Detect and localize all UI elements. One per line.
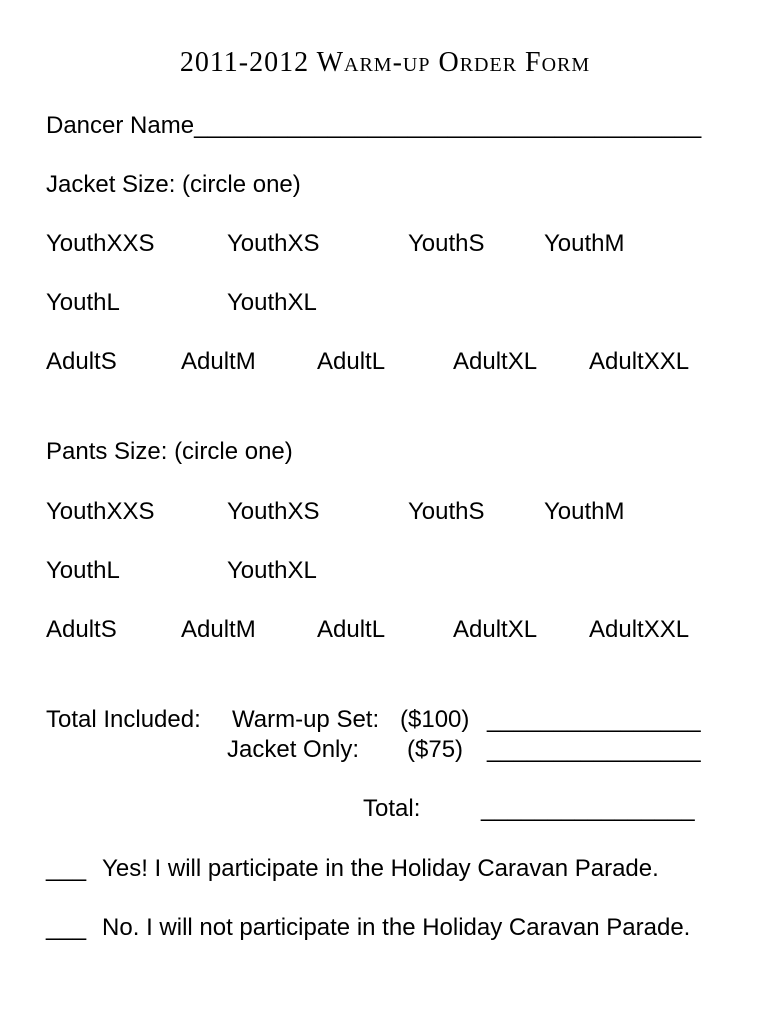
jacket-only-blank[interactable]: ________________ xyxy=(487,736,701,763)
pants-option[interactable]: AdultL xyxy=(317,616,386,643)
jacket-option[interactable]: AdultXL xyxy=(453,348,538,375)
jacket-option[interactable]: AdultM xyxy=(181,348,256,375)
warmup-set-label: Warm-up Set: xyxy=(232,706,380,733)
total-included-label: Total Included: xyxy=(46,706,201,733)
parade-no-blank[interactable]: ___ xyxy=(46,914,87,941)
jacket-option[interactable]: YouthXXS xyxy=(46,230,155,257)
jacket-size-heading: Jacket Size: (circle one) xyxy=(46,171,301,198)
jacket-option[interactable]: AdultS xyxy=(46,348,117,375)
pants-option[interactable]: YouthXL xyxy=(227,557,317,584)
pants-option[interactable]: YouthM xyxy=(544,498,625,525)
jacket-adult-row xyxy=(0,350,770,380)
pants-option[interactable]: AdultS xyxy=(46,616,117,643)
dancer-name-blank[interactable]: ______________________________________ xyxy=(194,112,702,139)
pants-option[interactable]: YouthXS xyxy=(227,498,320,525)
pants-option[interactable]: YouthL xyxy=(46,557,120,584)
pants-youth-row-2 xyxy=(0,559,770,589)
parade-yes-blank[interactable]: ___ xyxy=(46,855,87,882)
jacket-option[interactable]: AdultXXL xyxy=(589,348,690,375)
jacket-only-label: Jacket Only: xyxy=(227,736,360,763)
pants-option[interactable]: AdultM xyxy=(181,616,256,643)
dancer-name-label: Dancer Name xyxy=(46,112,195,139)
pants-size-heading: Pants Size: (circle one) xyxy=(46,438,293,465)
pants-option[interactable]: AdultXXL xyxy=(589,616,690,643)
form-title: 2011-2012 Warm-up Order Form xyxy=(179,47,591,78)
jacket-option[interactable]: AdultL xyxy=(317,348,386,375)
total-label: Total: xyxy=(363,795,421,822)
jacket-option[interactable]: YouthM xyxy=(544,230,625,257)
parade-yes-text: Yes! I will participate in the Holiday Caravan Parade. xyxy=(102,855,659,882)
warmup-set-blank[interactable]: ________________ xyxy=(487,706,701,733)
dancer-name-field[interactable] xyxy=(46,114,701,138)
parade-no-line xyxy=(46,916,690,940)
pants-youth-row-1 xyxy=(0,500,770,530)
parade-yes-line xyxy=(46,857,659,881)
jacket-youth-row-1 xyxy=(0,232,770,262)
jacket-only-price: ($75) xyxy=(407,736,464,763)
pants-option[interactable]: YouthXXS xyxy=(46,498,155,525)
jacket-youth-row-2 xyxy=(0,291,770,321)
pants-option[interactable]: YouthS xyxy=(408,498,485,525)
pants-option[interactable]: AdultXL xyxy=(453,616,538,643)
pants-adult-row xyxy=(0,618,770,648)
jacket-option[interactable]: YouthS xyxy=(408,230,485,257)
parade-no-text: No. I will not participate in the Holiday Caravan Parade. xyxy=(102,914,691,941)
warmup-set-price: ($100) xyxy=(400,706,470,733)
jacket-option[interactable]: YouthL xyxy=(46,289,120,316)
jacket-option[interactable]: YouthXS xyxy=(227,230,320,257)
jacket-option[interactable]: YouthXL xyxy=(227,289,317,316)
total-blank[interactable]: ________________ xyxy=(481,795,695,822)
